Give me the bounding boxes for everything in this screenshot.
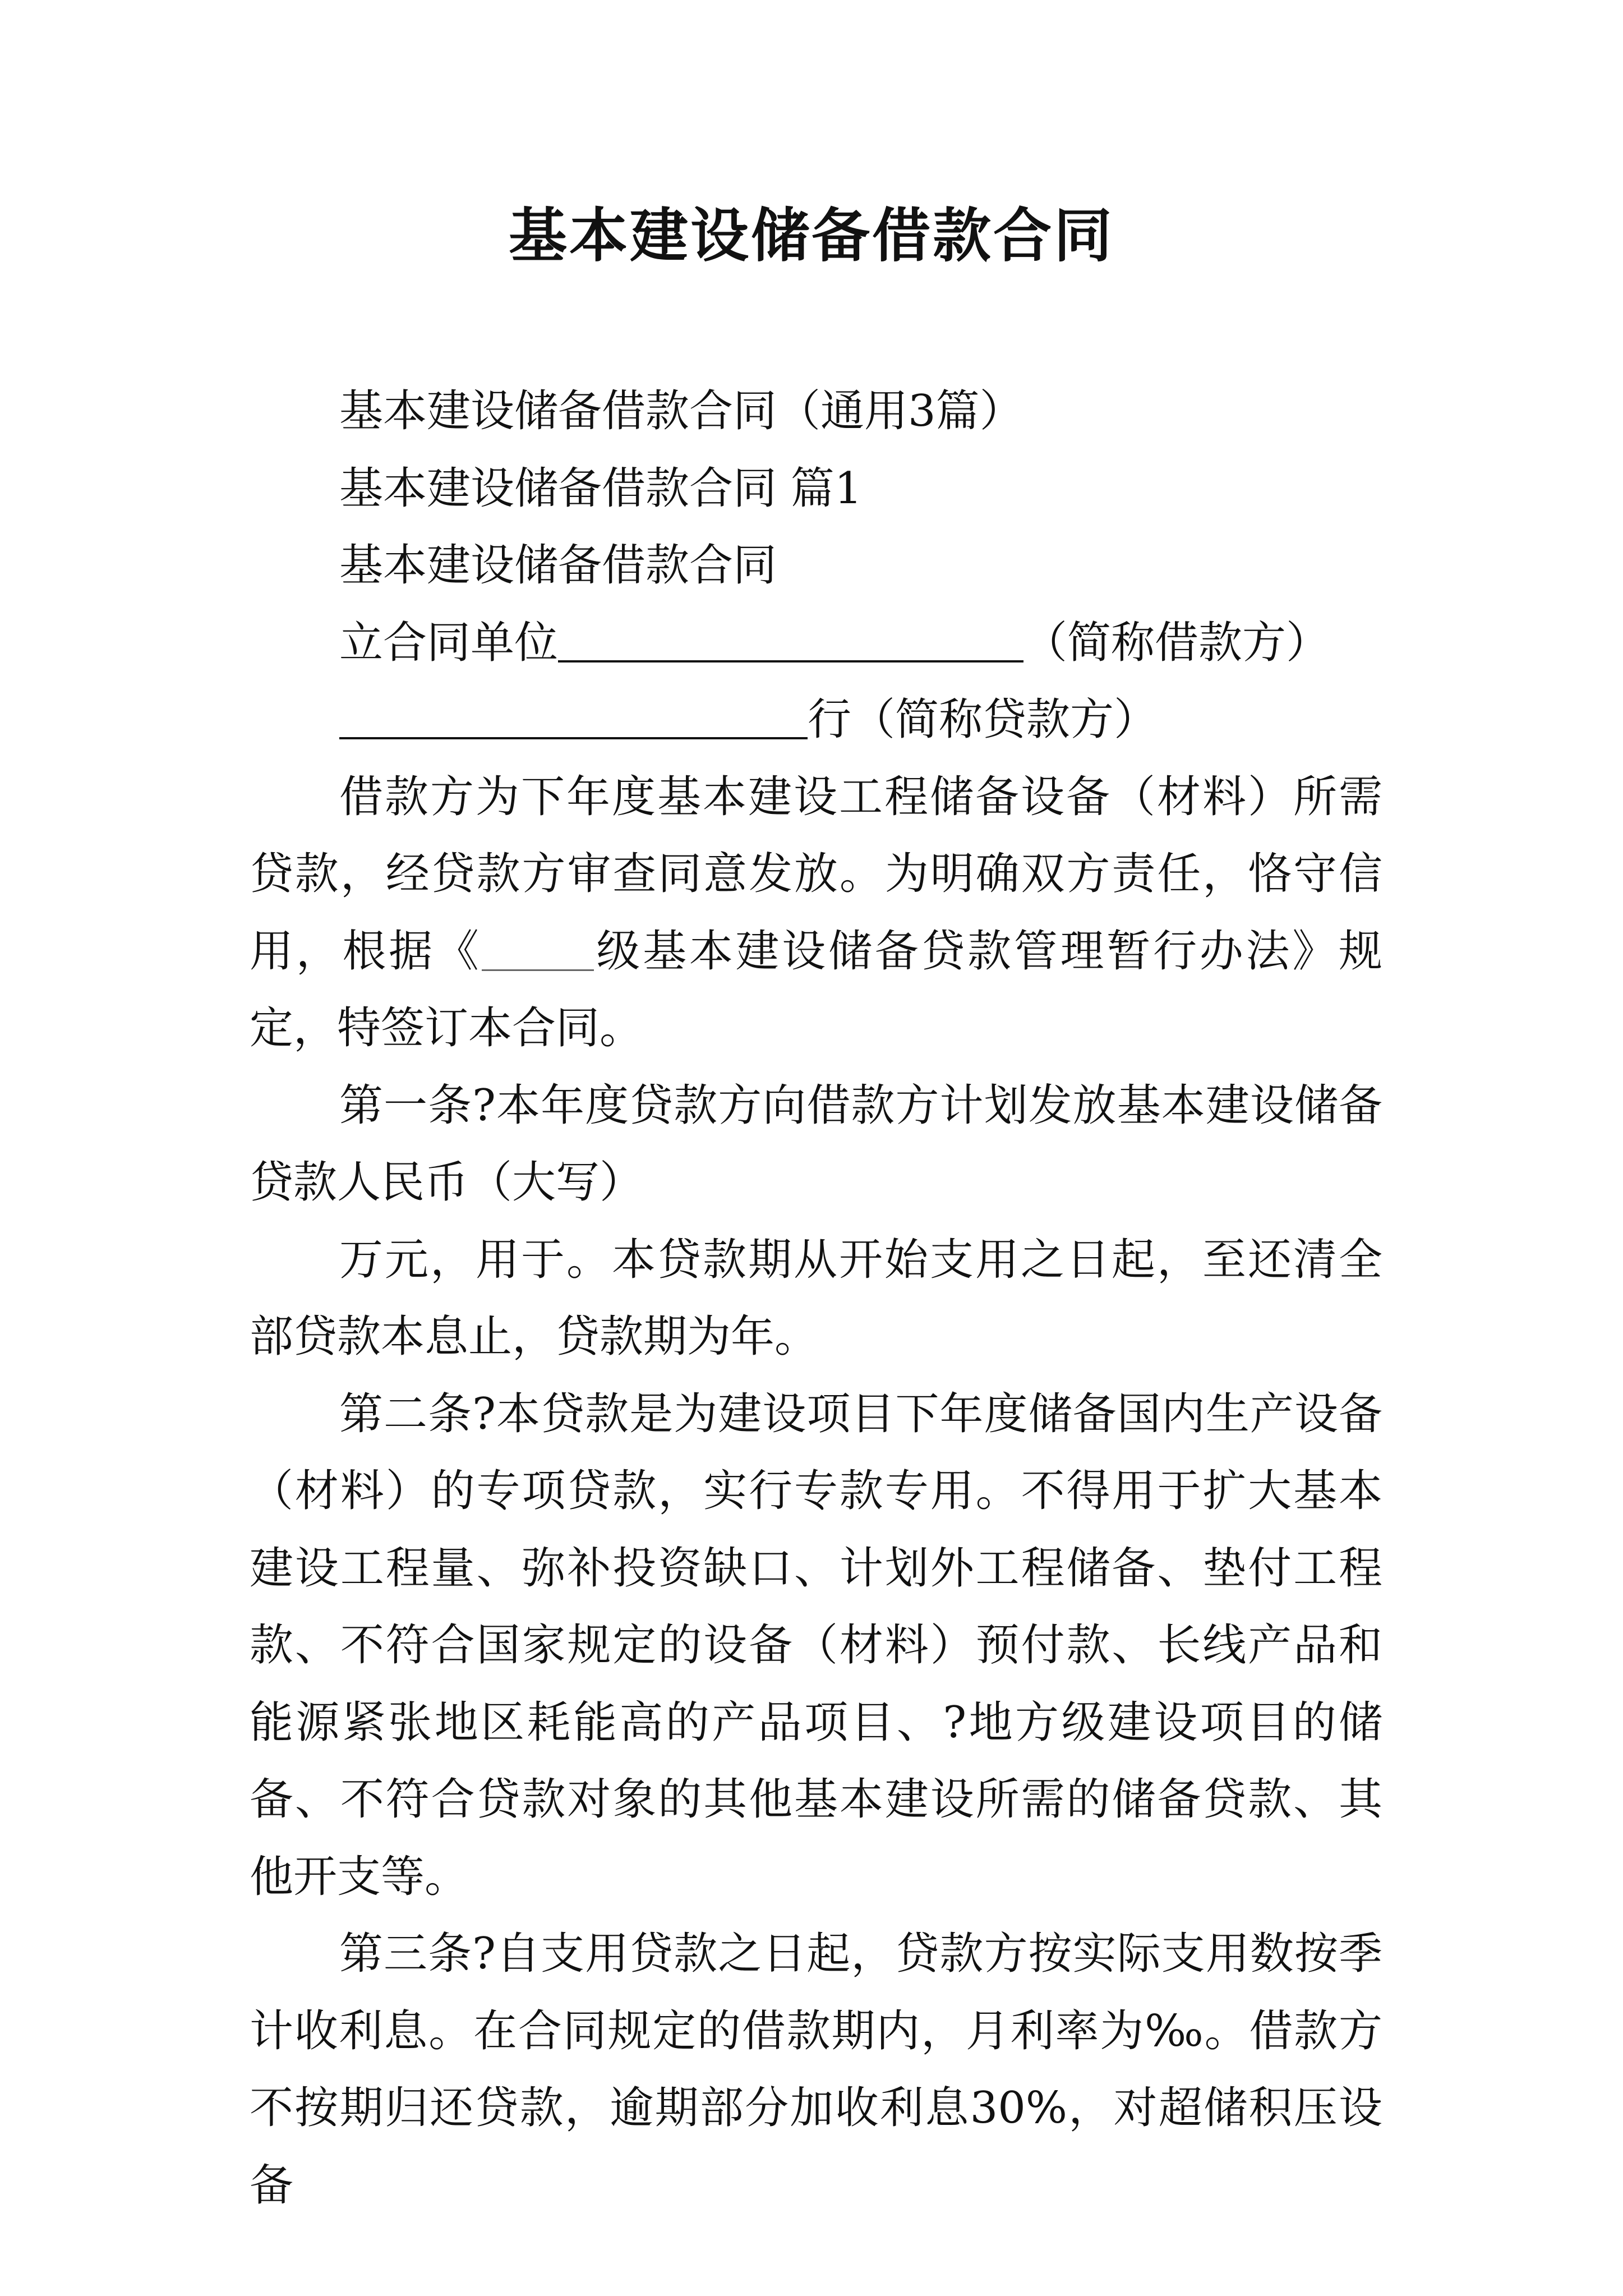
bank-suffix: 行（简称贷款方）: [808, 694, 1158, 745]
document-body: [250, 373, 1382, 2224]
bank-line: [250, 682, 1382, 759]
heading-collection: 基本建设储备借款合同（通用3篇）: [339, 386, 1023, 436]
heading-contract: 基本建设储备借款合同: [339, 540, 777, 591]
article-1-part-1: 第一条?本年度贷款方向借款方计划发放基本建设储备贷款人民币（大写）: [250, 1080, 1382, 1208]
level-blank: [482, 926, 594, 971]
heading-part: 基本建设储备借款合同 篇1: [339, 463, 863, 514]
document-title: 基本建设储备借款合同: [508, 201, 1114, 270]
party-suffix: （简称借款方）: [1023, 617, 1330, 668]
article-2: 第二条?本贷款是为建设项目下年度储备国内生产设备（材料）的专项贷款，实行专款专用。不得用于扩大基本建设工程量、弥补投资缺口、计划外工程储备、垫付工程款、不符合国家规定的设备（材料）预付款、长线产品和能源紧张地区耗能高的产品项目、?地方级建设项目的储备、不符合贷款对象的其他基本建设所需的储备贷款、其他开支等。: [250, 1388, 1382, 1902]
party-label: 立合同单位: [339, 617, 559, 668]
intro-text-1: 借款方为下年度基本建设工程储备设备（材料）所需贷款，经贷款方审查同意发放。为明确双方责任，恪守信用，根据《: [250, 771, 1382, 977]
article-1-part-2: 万元，用于。本贷款期从开始支用之日起，至还清全部贷款本息止，贷款期为年。: [250, 1234, 1382, 1362]
intro-paragraph: [250, 759, 1382, 1068]
article-3: 第三条?自支用贷款之日起，贷款方按实际支用数按季计收利息。在合同规定的借款期内，月利率为‰。借款方不按期归还贷款，逾期部分加收利息30%，对超储积压设备: [250, 1929, 1382, 2211]
bank-name-blank: [339, 693, 808, 739]
party-line: [250, 605, 1382, 682]
borrower-name-blank: [558, 616, 1023, 662]
intro-text-2: 级基本建设储备贷款管理暂行办法》规定，特签订本合同。: [250, 926, 1382, 1053]
